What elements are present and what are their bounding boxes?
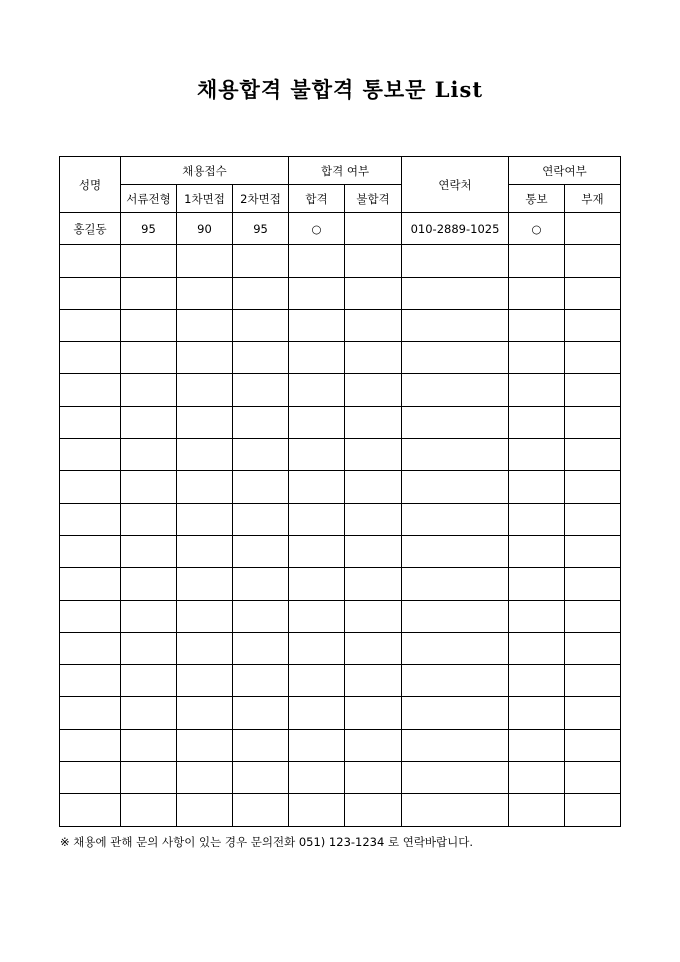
cell-fail bbox=[345, 665, 402, 697]
cell-absent bbox=[565, 471, 621, 503]
cell-contact bbox=[402, 277, 509, 309]
cell-pass bbox=[289, 729, 345, 761]
table-row bbox=[60, 568, 621, 600]
cell-interview1 bbox=[177, 762, 233, 794]
cell-fail bbox=[345, 342, 402, 374]
cell-absent bbox=[565, 794, 621, 826]
cell-absent bbox=[565, 697, 621, 729]
cell-name bbox=[60, 762, 121, 794]
cell-fail bbox=[345, 213, 402, 245]
cell-interview1: 90 bbox=[177, 213, 233, 245]
cell-notified bbox=[509, 632, 565, 664]
table-row bbox=[60, 535, 621, 567]
cell-pass bbox=[289, 406, 345, 438]
cell-contact bbox=[402, 568, 509, 600]
table-row bbox=[60, 665, 621, 697]
cell-fail bbox=[345, 729, 402, 761]
table-row bbox=[60, 439, 621, 471]
cell-notified bbox=[509, 245, 565, 277]
cell-contact bbox=[402, 245, 509, 277]
cell-name bbox=[60, 245, 121, 277]
header-interview2: 2차면접 bbox=[233, 185, 289, 213]
cell-name: 홍길동 bbox=[60, 213, 121, 245]
table-row bbox=[60, 632, 621, 664]
header-interview1: 1차면접 bbox=[177, 185, 233, 213]
applicant-table bbox=[59, 156, 621, 827]
header-contact-status: 연락여부 bbox=[509, 157, 621, 185]
cell-fail bbox=[345, 471, 402, 503]
cell-interview1 bbox=[177, 471, 233, 503]
cell-notified bbox=[509, 665, 565, 697]
cell-notified bbox=[509, 406, 565, 438]
cell-notified: ○ bbox=[509, 213, 565, 245]
cell-interview1 bbox=[177, 568, 233, 600]
cell-contact: 010-2889-1025 bbox=[402, 213, 509, 245]
cell-fail bbox=[345, 535, 402, 567]
cell-pass bbox=[289, 309, 345, 341]
cell-interview2 bbox=[233, 245, 289, 277]
cell-notified bbox=[509, 439, 565, 471]
cell-interview1 bbox=[177, 600, 233, 632]
cell-contact bbox=[402, 600, 509, 632]
cell-interview2 bbox=[233, 762, 289, 794]
cell-name bbox=[60, 665, 121, 697]
cell-contact bbox=[402, 535, 509, 567]
header-pass-status: 합격 여부 bbox=[289, 157, 402, 185]
cell-interview1 bbox=[177, 439, 233, 471]
cell-pass bbox=[289, 762, 345, 794]
cell-name bbox=[60, 600, 121, 632]
cell-pass bbox=[289, 374, 345, 406]
cell-pass bbox=[289, 665, 345, 697]
cell-name bbox=[60, 374, 121, 406]
cell-interview1 bbox=[177, 632, 233, 664]
cell-interview1 bbox=[177, 406, 233, 438]
cell-doc-review bbox=[121, 697, 177, 729]
cell-interview1 bbox=[177, 342, 233, 374]
cell-fail bbox=[345, 794, 402, 826]
cell-fail bbox=[345, 309, 402, 341]
cell-name bbox=[60, 535, 121, 567]
cell-doc-review bbox=[121, 535, 177, 567]
table-row bbox=[60, 277, 621, 309]
cell-interview1 bbox=[177, 729, 233, 761]
cell-name bbox=[60, 471, 121, 503]
cell-doc-review bbox=[121, 665, 177, 697]
cell-interview1 bbox=[177, 697, 233, 729]
page-title: 채용합격 불합격 통보문 List bbox=[196, 77, 484, 102]
cell-interview1 bbox=[177, 535, 233, 567]
cell-doc-review bbox=[121, 600, 177, 632]
cell-contact bbox=[402, 471, 509, 503]
cell-pass bbox=[289, 600, 345, 632]
cell-absent bbox=[565, 762, 621, 794]
cell-name bbox=[60, 729, 121, 761]
header-fail: 불합격 bbox=[345, 185, 402, 213]
cell-interview2 bbox=[233, 342, 289, 374]
cell-absent bbox=[565, 503, 621, 535]
cell-interview1 bbox=[177, 374, 233, 406]
table-row bbox=[60, 213, 621, 245]
cell-notified bbox=[509, 342, 565, 374]
cell-pass bbox=[289, 503, 345, 535]
cell-absent bbox=[565, 277, 621, 309]
cell-interview2 bbox=[233, 309, 289, 341]
cell-notified bbox=[509, 600, 565, 632]
cell-absent bbox=[565, 600, 621, 632]
cell-fail bbox=[345, 632, 402, 664]
cell-doc-review bbox=[121, 245, 177, 277]
cell-notified bbox=[509, 762, 565, 794]
cell-doc-review bbox=[121, 277, 177, 309]
cell-notified bbox=[509, 471, 565, 503]
cell-contact bbox=[402, 697, 509, 729]
cell-doc-review bbox=[121, 406, 177, 438]
table-row bbox=[60, 503, 621, 535]
cell-absent bbox=[565, 535, 621, 567]
cell-notified bbox=[509, 794, 565, 826]
cell-name bbox=[60, 503, 121, 535]
cell-doc-review bbox=[121, 632, 177, 664]
table-row bbox=[60, 762, 621, 794]
cell-doc-review bbox=[121, 794, 177, 826]
cell-interview2 bbox=[233, 374, 289, 406]
cell-doc-review bbox=[121, 762, 177, 794]
cell-doc-review: 95 bbox=[121, 213, 177, 245]
header-contact: 연락처 bbox=[402, 157, 509, 213]
cell-contact bbox=[402, 439, 509, 471]
cell-contact bbox=[402, 729, 509, 761]
cell-notified bbox=[509, 277, 565, 309]
cell-contact bbox=[402, 374, 509, 406]
cell-interview1 bbox=[177, 245, 233, 277]
cell-interview2 bbox=[233, 471, 289, 503]
cell-interview2 bbox=[233, 665, 289, 697]
cell-doc-review bbox=[121, 568, 177, 600]
cell-fail bbox=[345, 277, 402, 309]
cell-notified bbox=[509, 729, 565, 761]
cell-pass bbox=[289, 568, 345, 600]
cell-notified bbox=[509, 503, 565, 535]
cell-absent bbox=[565, 309, 621, 341]
cell-interview1 bbox=[177, 665, 233, 697]
cell-absent bbox=[565, 665, 621, 697]
cell-pass bbox=[289, 277, 345, 309]
table-row bbox=[60, 794, 621, 826]
cell-fail bbox=[345, 600, 402, 632]
header-doc-review: 서류전형 bbox=[121, 185, 177, 213]
cell-absent bbox=[565, 632, 621, 664]
cell-interview1 bbox=[177, 794, 233, 826]
cell-doc-review bbox=[121, 342, 177, 374]
table-row bbox=[60, 374, 621, 406]
cell-absent bbox=[565, 213, 621, 245]
cell-name bbox=[60, 277, 121, 309]
cell-contact bbox=[402, 794, 509, 826]
header-application: 채용접수 bbox=[121, 157, 289, 185]
cell-absent bbox=[565, 406, 621, 438]
table-row bbox=[60, 309, 621, 341]
cell-absent bbox=[565, 245, 621, 277]
cell-name bbox=[60, 342, 121, 374]
cell-fail bbox=[345, 374, 402, 406]
cell-interview1 bbox=[177, 309, 233, 341]
cell-doc-review bbox=[121, 729, 177, 761]
cell-interview2 bbox=[233, 794, 289, 826]
table-row bbox=[60, 245, 621, 277]
cell-contact bbox=[402, 406, 509, 438]
cell-interview2 bbox=[233, 600, 289, 632]
table-row bbox=[60, 471, 621, 503]
cell-interview2 bbox=[233, 439, 289, 471]
cell-fail bbox=[345, 406, 402, 438]
cell-doc-review bbox=[121, 374, 177, 406]
cell-name bbox=[60, 632, 121, 664]
cell-absent bbox=[565, 342, 621, 374]
cell-fail bbox=[345, 503, 402, 535]
table-row bbox=[60, 729, 621, 761]
footnote: ※ 채용에 관해 문의 사항이 있는 경우 문의전화 051) 123-1234 로 연락바랍니다. bbox=[60, 835, 474, 849]
cell-notified bbox=[509, 309, 565, 341]
cell-contact bbox=[402, 665, 509, 697]
cell-pass: ○ bbox=[289, 213, 345, 245]
cell-interview2 bbox=[233, 697, 289, 729]
cell-notified bbox=[509, 535, 565, 567]
cell-interview2 bbox=[233, 535, 289, 567]
cell-name bbox=[60, 309, 121, 341]
cell-notified bbox=[509, 697, 565, 729]
cell-fail bbox=[345, 762, 402, 794]
cell-interview2 bbox=[233, 277, 289, 309]
cell-name bbox=[60, 439, 121, 471]
cell-absent bbox=[565, 439, 621, 471]
cell-doc-review bbox=[121, 503, 177, 535]
cell-absent bbox=[565, 729, 621, 761]
cell-pass bbox=[289, 342, 345, 374]
table-body bbox=[60, 213, 621, 827]
cell-absent bbox=[565, 374, 621, 406]
cell-doc-review bbox=[121, 439, 177, 471]
cell-contact bbox=[402, 309, 509, 341]
cell-interview1 bbox=[177, 503, 233, 535]
cell-name bbox=[60, 697, 121, 729]
cell-pass bbox=[289, 697, 345, 729]
cell-interview2 bbox=[233, 729, 289, 761]
header-pass: 합격 bbox=[289, 185, 345, 213]
cell-pass bbox=[289, 632, 345, 664]
table-row bbox=[60, 406, 621, 438]
cell-interview2 bbox=[233, 503, 289, 535]
cell-fail bbox=[345, 697, 402, 729]
cell-fail bbox=[345, 439, 402, 471]
cell-fail bbox=[345, 568, 402, 600]
cell-pass bbox=[289, 439, 345, 471]
cell-doc-review bbox=[121, 471, 177, 503]
cell-interview2 bbox=[233, 632, 289, 664]
table-row bbox=[60, 342, 621, 374]
cell-pass bbox=[289, 535, 345, 567]
cell-contact bbox=[402, 503, 509, 535]
table-row bbox=[60, 697, 621, 729]
cell-interview2 bbox=[233, 406, 289, 438]
cell-contact bbox=[402, 342, 509, 374]
cell-notified bbox=[509, 568, 565, 600]
cell-notified bbox=[509, 374, 565, 406]
cell-interview1 bbox=[177, 277, 233, 309]
cell-doc-review bbox=[121, 309, 177, 341]
cell-name bbox=[60, 406, 121, 438]
cell-pass bbox=[289, 794, 345, 826]
cell-interview2: 95 bbox=[233, 213, 289, 245]
cell-name bbox=[60, 568, 121, 600]
cell-absent bbox=[565, 568, 621, 600]
header-name: 성명 bbox=[60, 157, 121, 213]
table-row bbox=[60, 600, 621, 632]
cell-fail bbox=[345, 245, 402, 277]
cell-pass bbox=[289, 471, 345, 503]
cell-pass bbox=[289, 245, 345, 277]
header-absent: 부재 bbox=[565, 185, 621, 213]
header-notified: 통보 bbox=[509, 185, 565, 213]
cell-name bbox=[60, 794, 121, 826]
cell-interview2 bbox=[233, 568, 289, 600]
cell-contact bbox=[402, 632, 509, 664]
cell-contact bbox=[402, 762, 509, 794]
